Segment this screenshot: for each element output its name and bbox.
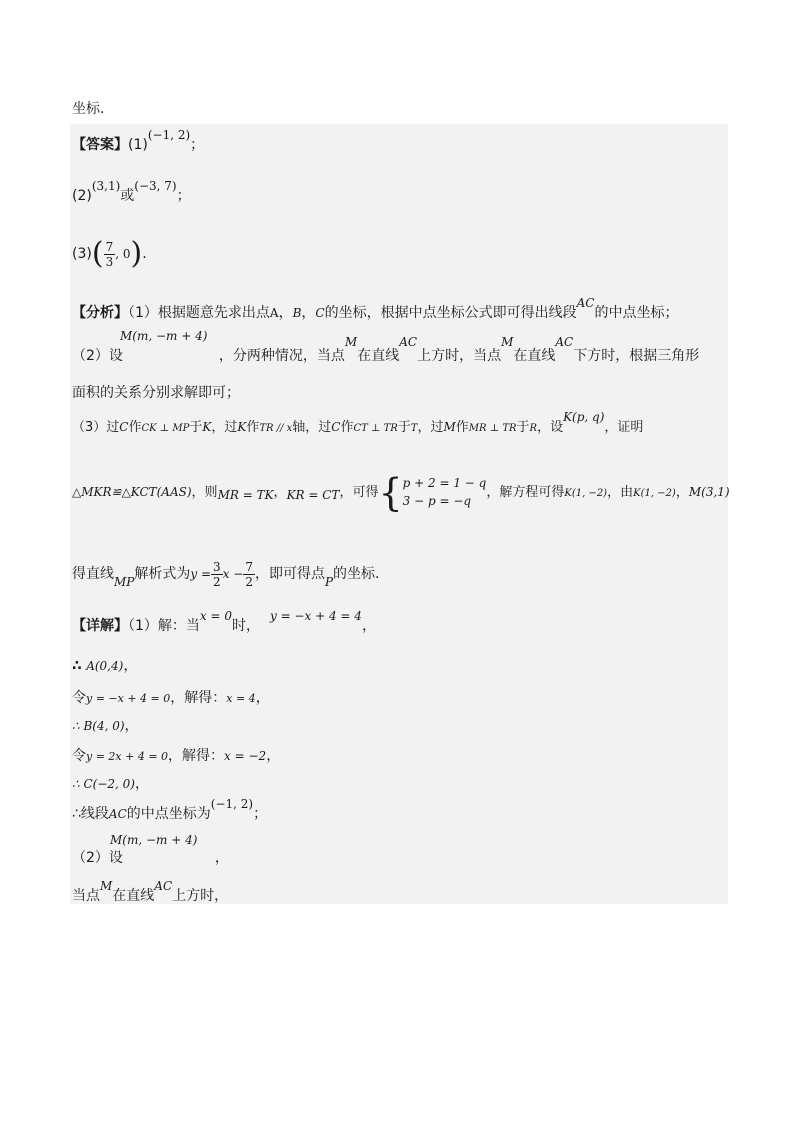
analysis-line-5: （3）过C作CK ⊥ MP于K，过K作TR // x轴，过C作CT ⊥ TR于T，过M作MR ⊥ TR于R，设K(p, q)，证明 bbox=[72, 410, 644, 435]
left-brace-icon: { bbox=[378, 470, 403, 514]
analysis-line-4: 面积的关系分别求解即可； bbox=[72, 385, 240, 401]
answer-part-1-prefix: (1) bbox=[128, 137, 148, 153]
answer-part-2-or: 或 bbox=[120, 188, 135, 204]
answer-part-1-suffix: ； bbox=[190, 137, 205, 153]
answer-part-3-tail: , 0 bbox=[115, 247, 131, 261]
detail-line-10: 当点M在直线AC上方时， bbox=[72, 879, 229, 904]
answer-line-2 bbox=[72, 179, 191, 206]
answer-part-2-value-a: (3,1) bbox=[91, 179, 121, 193]
detail-label: 【详解】 bbox=[72, 618, 128, 634]
continued-text: 坐标. bbox=[72, 101, 105, 117]
answer-part-3-fraction: $\frac{7}{3}$ bbox=[105, 239, 114, 269]
answer-part-2-value-b: (−3, 7) bbox=[134, 179, 177, 193]
detail-line-6: ∴ C(−2, 0)， bbox=[72, 776, 149, 792]
detail-line-9: （2）设 ， bbox=[72, 850, 229, 866]
detail-line-2: ∴ A(0,4)， bbox=[72, 658, 138, 674]
detail-line-7: ∴线段AC的中点坐标为(−1, 2)； bbox=[72, 797, 268, 822]
detail-line-3: 令y = −x + 4 = 0，解得：x = 4， bbox=[72, 690, 270, 706]
answer-part-2-prefix: (2) bbox=[72, 188, 92, 204]
detail-line-4: ∴ B(4, 0)， bbox=[72, 718, 139, 734]
right-paren-icon: ) bbox=[130, 236, 143, 271]
slope-fraction: $\frac{3}{2}$ bbox=[213, 559, 221, 589]
analysis-line-7: 得直线MP解析式为y = $\frac{3}{2}$ x − $\frac{7}{2}$ ，即可得点P的坐标. bbox=[72, 559, 380, 589]
left-paren-icon: ( bbox=[91, 236, 104, 271]
analysis-line-6: △MKR≌△KCT(AAS)，则MR = TK，KR = CT，可得{ p + 2 = 1 − q 3 − p = −q ，解方程可得K(1, −2)，由K(1, −2)，M(3,1) bbox=[72, 470, 730, 514]
answer-part-3-suffix: . bbox=[142, 246, 147, 262]
answer-part-2-suffix: ； bbox=[176, 188, 191, 204]
answer-label: 【答案】 bbox=[72, 137, 128, 153]
detail-line-5: 令y = 2x + 4 = 0，解得：x = −2， bbox=[72, 748, 281, 764]
answer-line-3 bbox=[72, 236, 147, 272]
intercept-fraction: $\frac{7}{2}$ bbox=[245, 559, 253, 589]
answer-part-1-value: (−1, 2) bbox=[147, 128, 191, 142]
analysis-line-3: （2）设 ，分两种情况，当点M在直线AC上方时，当点M在直线AC下方时，根据三角形 bbox=[72, 335, 700, 364]
detail-line-1: 【详解】（1）解：当x = 0时，y = −x + 4 = 4， bbox=[72, 609, 376, 634]
equation-system: { p + 2 = 1 − q 3 − p = −q bbox=[378, 470, 487, 514]
answer-line-1 bbox=[72, 128, 205, 155]
detail-line-8-expression: M(m, −m + 4) bbox=[110, 833, 198, 847]
analysis-label: 【分析】 bbox=[72, 305, 128, 321]
analysis-line-1: 【分析】（1）根据题意先求出点A，B，C的坐标，根据中点坐标公式即可得出线段AC的中点坐标； bbox=[72, 296, 679, 321]
answer-part-3-prefix: (3) bbox=[72, 246, 92, 262]
analysis-line-2-expression: M(m, −m + 4) bbox=[120, 329, 208, 343]
